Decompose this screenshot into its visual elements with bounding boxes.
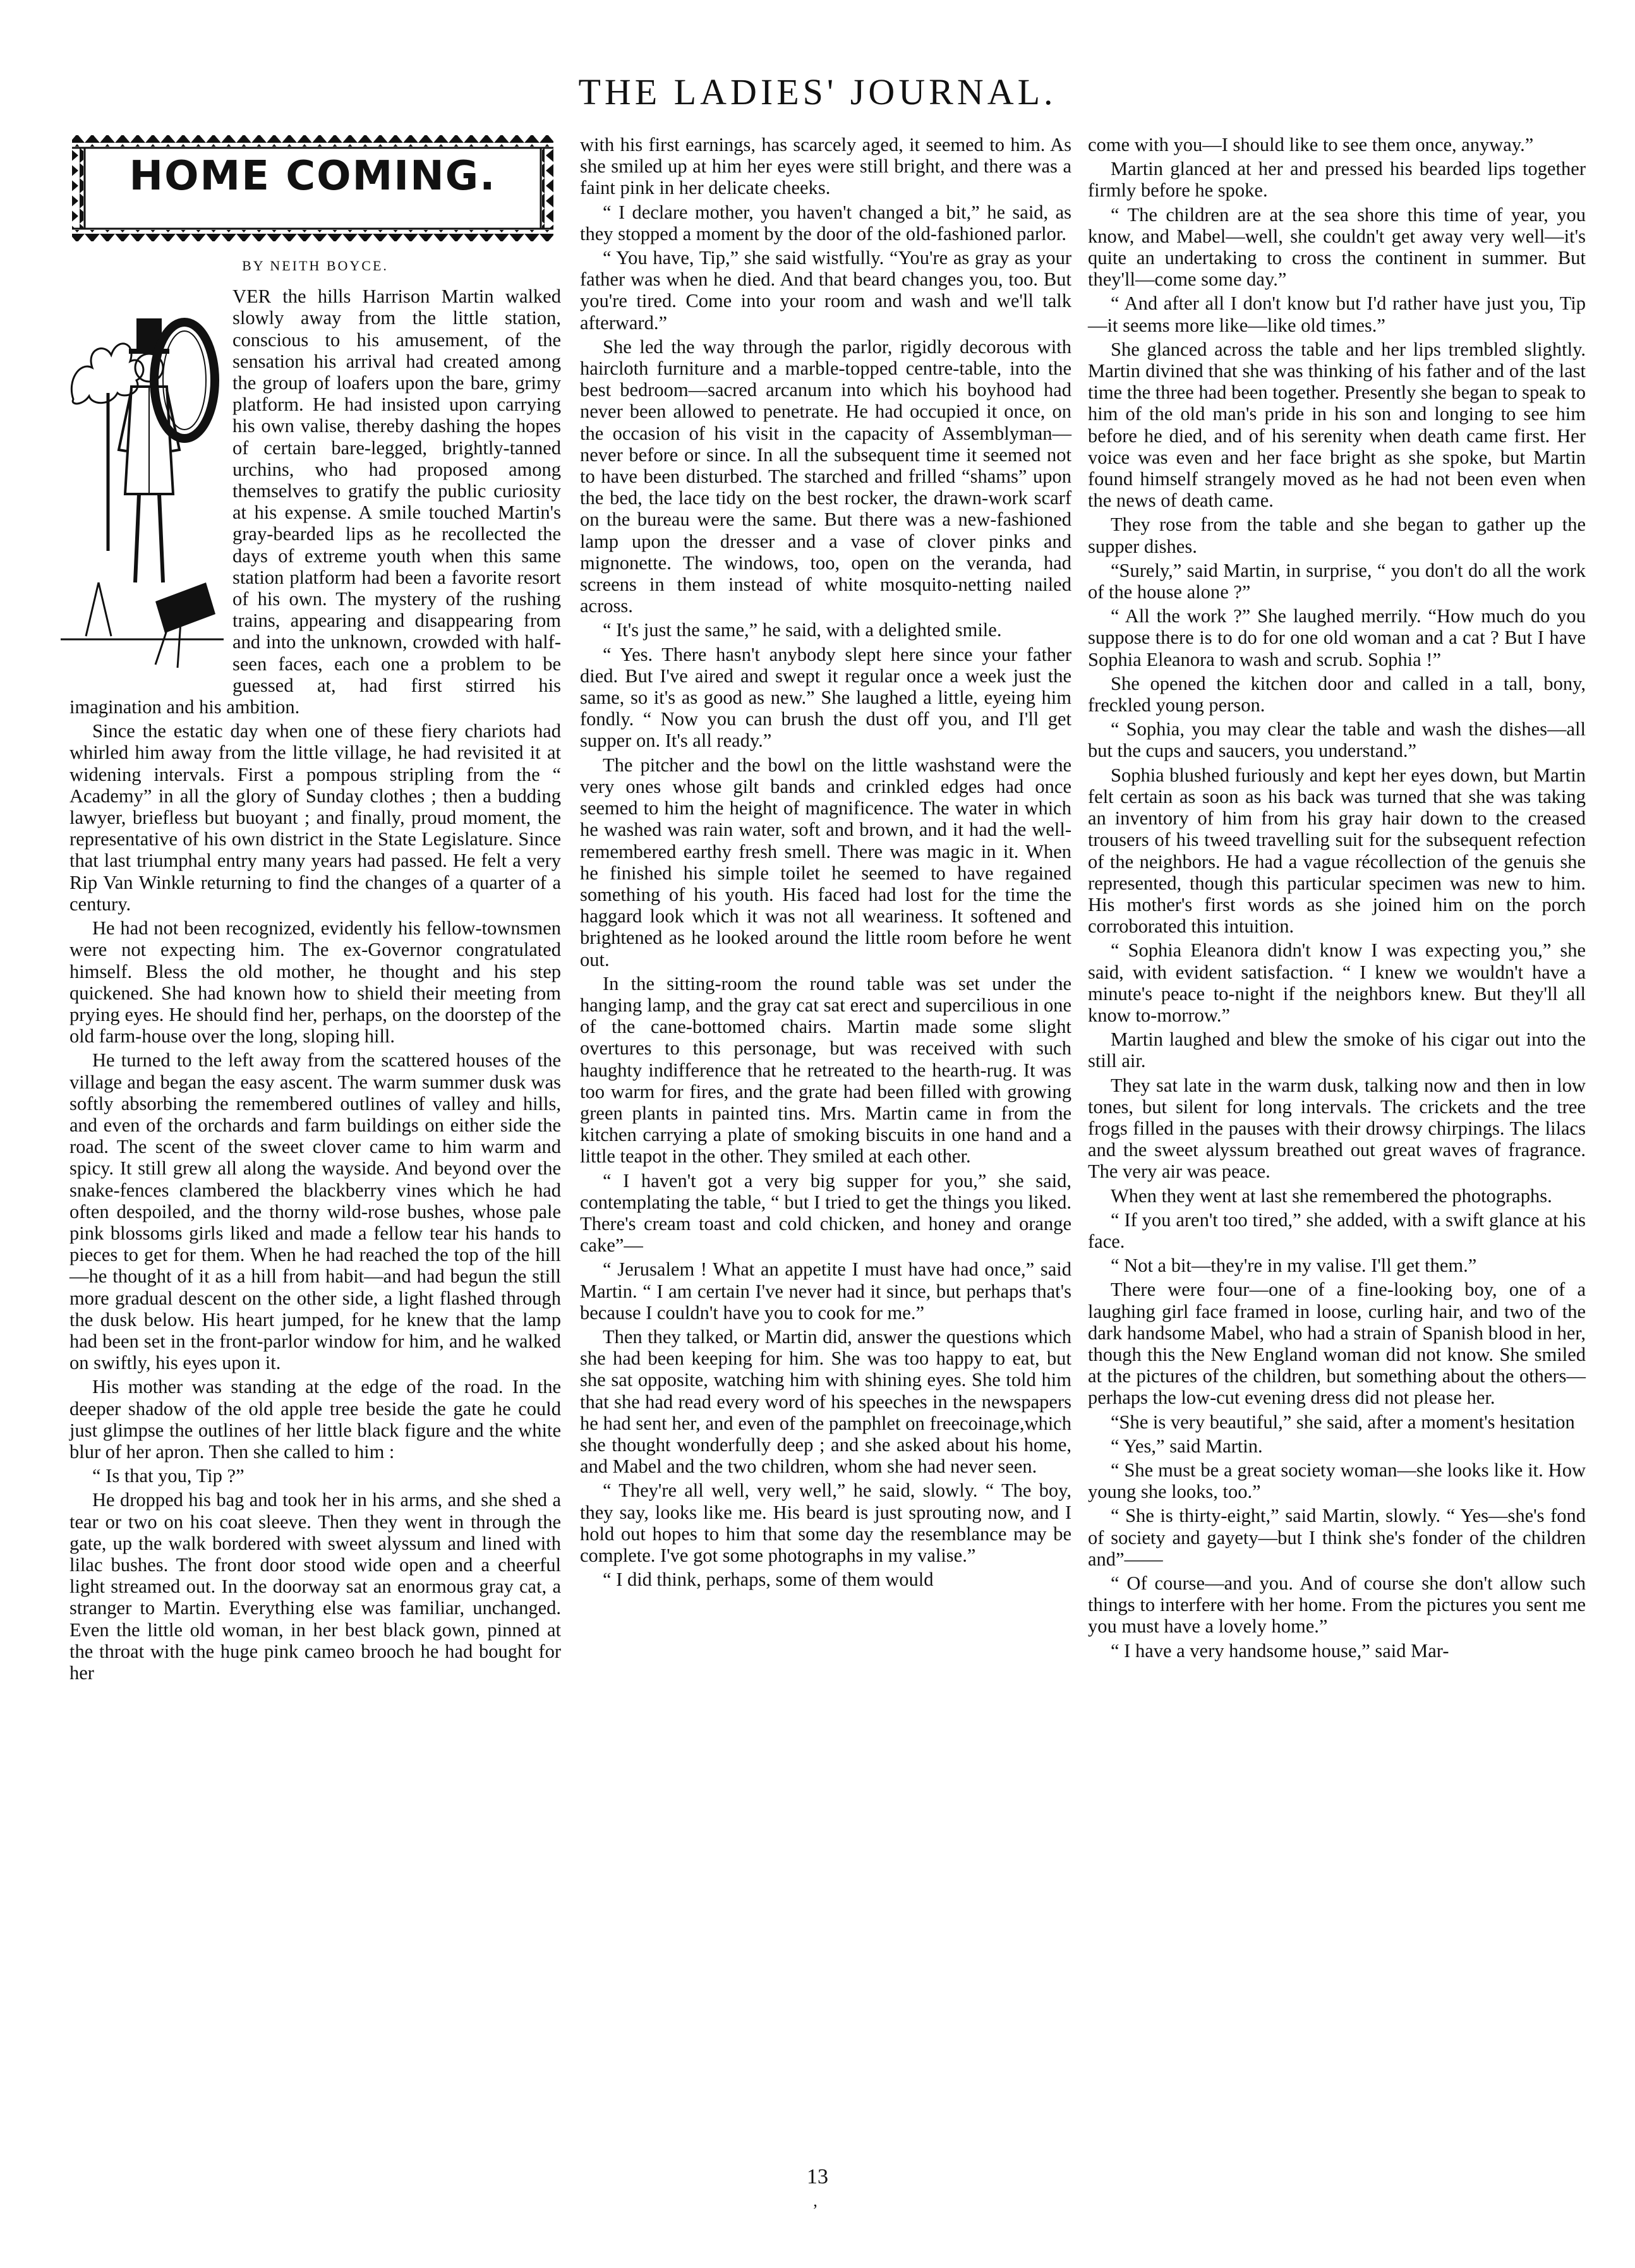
paragraph: “ She must be a great society woman—she looks like it. How young she looks, too.”: [1088, 1459, 1586, 1503]
paragraph: “ She is thirty-eight,” said Martin, slowly. “ Yes—she's fond of society and gayety—but I think she's fonder of the children and”——: [1088, 1505, 1586, 1570]
article-column-2: [580, 134, 1071, 1593]
paragraph: He dropped his bag and took her in his arms, and she shed a tear or two on his coat sleeve. Then they went in through the gate, up the walk bordered with sweet alyssum and lined with lilac bushes. The front door stood wide open and a cheerful light streamed out. In the doorway sat an enormous gray cat, a stranger to Martin. Everything else was familiar, unchanged. Even the little old woman, in her best black gown, pinned at the throat with the huge pink cameo brooch he had bought for her: [69, 1489, 561, 1684]
paragraph: with his first earnings, has scarcely aged, it seemed to him. As she smiled up at him her eyes were still bright, and there was a faint pink in her delicate cheeks.: [580, 134, 1071, 199]
paragraph: Then they talked, or Martin did, answer the questions which she had been keeping for him. She was too happy to eat, but she sat opposite, watching him with shining eyes. She told him that she had read every word of his speeches in the newspapers he had sent her, and even of the pamphlet on freecoinage,which she thought wonderfully deep ; and she asked about his home, and Mabel and the two children, whom she had never seen.: [580, 1325, 1071, 1478]
paragraph: Martin glanced at her and pressed his bearded lips together firmly before he spoke.: [1088, 158, 1586, 202]
paragraph: “ I declare mother, you haven't changed a bit,” he said, as they stopped a moment by the door of the old-fashioned parlor.: [580, 201, 1071, 244]
paragraph: VER the hills Harrison Martin walked slowly away from the little station, conscious to his amusement, of the sensation his arrival had created among the group of loafers upon the bare, grimy platform. He had insisted upon carrying his own valise, thereby dashing the hopes of certain bare-legged, brightly-tanned urchins, who had proposed among themselves to gratify the public curiosity at his expense. A smile touched Martin's gray-bearded lips as he recollected the days of extreme youth when this same station platform had been a favorite resort of his own. The mystery of the rushing trains, appearing and disappearing from and into the unknown, crowded with half-seen faces, each one a problem to be guessed at, had first stirred his imagination and his ambition.: [69, 286, 561, 718]
paragraph: There were four—one of a fine-looking boy, one of a laughing girl face framed in loose, curling hair, and two of the dark handsome Mabel, who had a strain of Spanish blood in her, though this the New England woman did not know. She smiled at the pictures of the children, but something about the others—perhaps the low-cut evening dress did not please her.: [1088, 1279, 1586, 1409]
paragraph: They rose from the table and she began to gather up the supper dishes.: [1088, 514, 1586, 557]
paragraph: “ I did think, perhaps, some of them would: [603, 1569, 934, 1591]
paragraph: “ I have a very handsome house,” said Mar-: [1111, 1639, 1449, 1662]
paragraph: “ Sophia Eleanora didn't know I was expecting you,” she said, with evident satisfaction. “ I knew we wouldn't have a minute's peace to-night if the neighbors knew. But they'll all know to-morrow.”: [1088, 939, 1586, 1026]
article-title: HOME COMING.: [129, 153, 497, 200]
paragraph: Martin laughed and blew the smoke of his cigar out into the still air.: [1088, 1028, 1586, 1072]
paragraph: “ You have, Tip,” she said wistfully. “You're as gray as your father was when he died. And that beard changes you, too. But you're tired. Come into your room and wash and we'll talk afterward.”: [580, 247, 1071, 334]
paragraph: “ Of course—and you. And of course she don't allow such things to interfere with her home. From the pictures you sent me you must have a lovely home.”: [1088, 1572, 1586, 1638]
paragraph: “ The children are at the sea shore this time of year, you know, and Mabel—well, she couldn't get away very well—it's quite an undertaking to cross the continent in summer. But they'll—come some day.”: [1088, 203, 1586, 291]
printer-mark: ʼ: [812, 2201, 818, 2219]
paragraph: “ And after all I don't know but I'd rather have just you, Tip—it seems more like—like old times.”: [1088, 293, 1586, 336]
article-column-3: [1088, 134, 1586, 1664]
paragraph: She glanced across the table and her lips trembled slightly. Martin divined that she was thinking of his father and of the last time the three had been together. Presently she began to speak to him of the old man's pride in his son and longing to see him before he died, and of his serenity when death came first. Her voice was even and her face bright as she spoke, but Martin found himself strangely moved as he had not been even when the news of death came.: [1088, 338, 1586, 512]
paragraph: When they went at last she remembered the photographs.: [1111, 1185, 1552, 1207]
drop-cap-illustration: [61, 286, 224, 682]
paragraph: “ It's just the same,” he said, with a delighted smile.: [603, 619, 1002, 641]
paragraph: “ If you aren't too tired,” she added, with a swift glance at his face.: [1088, 1209, 1586, 1252]
paragraph: “ They're all well, very well,” he said, slowly. “ The boy, they say, looks like me. His beard is just sprouting now, and I hold out hopes to him that some day the resemblance may be complete. I've got some photographs in my valise.”: [580, 1480, 1071, 1566]
paragraph: “ Is that you, Tip ?”: [92, 1465, 244, 1487]
paragraph: “ Jerusalem ! What an appetite I must have had once,” said Martin. “ I am certain I've never had it since, but perhaps that's because I couldn't have you to cook for me.”: [580, 1258, 1071, 1324]
article-column-1: [69, 133, 561, 1686]
paragraph: Since the estatic day when one of these fiery chariots had whirled him away from the little village, he had revisited it at widening intervals. First a pompous stripling from the “ Academy” in all the glory of Sunday clothes ; then a budding lawyer, briefless but buoyant ; and finally, proud moment, the representative of his own district in the State Legislature. Since that last triumphal entry many years had passed. He felt a very Rip Van Winkle returning to find the changes of a quarter of a century.: [69, 720, 561, 915]
paragraph: In the sitting-room the round table was set under the hanging lamp, and the gray cat sat erect and supercilious in one of the cane-bottomed chairs. Martin made some slight overtures to this personage, but was received with such haughty indifference that he retreated to the hearth-rug. It was too warm for fires, and the grate had been filled with growing green plants in painted tins. Mrs. Martin came in from the kitchen carrying a plate of smoking biscuits in one hand and a little teapot in the other. They smiled at each other.: [580, 972, 1071, 1167]
paragraph: “ All the work ?” She laughed merrily. “How much do you suppose there is to do for one old woman and a cat ? But I have Sophia Eleanora to wash and scrub. Sophia !”: [1088, 605, 1586, 670]
page-number: 13: [807, 2165, 828, 2188]
paragraph: “ I haven't got a very big supper for you,” she said, contemplating the table, “ but I tried to get the things you liked. There's cream toast and cold chicken, and honey and orange cake”—: [580, 1169, 1071, 1257]
paragraph: He turned to the left away from the scattered houses of the village and began the easy ascent. The warm summer dusk was softly absorbing the remembered outlines of valley and hills, and even of the orchards and farm buildings on either side the road. The scent of the sweet clover came to him warm and spicy. It still grew all along the wayside. And beyond over the snake-fences clambered the blackberry vines which he had often despoiled, and the thorny wild-rose bushes, whose pale pink blossoms girls liked and made a fellow tear his hands to pieces to get for them. When he had reached the top of the hill—he thought of it as a hill from habit—and had begun the still more gradual descent on the other side, a light flashed through the dusk below. His heart jumped, for he knew that the lamp had been set in the front-parlor window for him, and he walked on swiftly, his eyes upon it.: [69, 1049, 561, 1374]
article-byline: BY NEITH BOYCE.: [242, 258, 389, 274]
man-with-top-hat-illustration: [61, 286, 224, 682]
paragraph: “ Sophia, you may clear the table and wash the dishes—all but the cups and saucers, you understand.”: [1088, 718, 1586, 762]
paragraph: Sophia blushed furiously and kept her eyes down, but Martin felt certain as soon as his back was turned that she was taking an inventory of him from his gray hair down to the creased trousers of his tweed travelling suit for the subsequent refection of the neighbors. He had a vague récollection of the genuis she represented, though this particular specimen was new to him. His mother's first words as she joined him on the porch corroborated this intuition.: [1088, 764, 1586, 938]
paragraph: come with you—I should like to see them once, anyway.”: [1088, 134, 1534, 155]
paragraph: His mother was standing at the edge of the road. In the deeper shadow of the old apple tree beside the gate he could just glimpse the outlines of her little black figure and the white blur of her apron. Then she called to him :: [69, 1376, 561, 1463]
paragraph: She opened the kitchen door and called in a tall, bony, freckled young person.: [1088, 672, 1586, 716]
paragraph: They sat late in the warm dusk, talking now and then in low tones, but silent for long intervals. The crickets and the tree frogs filled in the pauses with their drowsy chirpings. The lilacs and the sweet alyssum breathed out great waves of fragrance. The very air was peace.: [1088, 1074, 1586, 1183]
paragraph: He had not been recognized, evidently his fellow-townsmen were not expecting him. The ex-Governor congratulated himself. Bless the old mother, he thought and his step quickened. She had known how to shield their meeting from prying eyes. He should find her, perhaps, on the doorstep of the old farm-house over the long, sloping hill.: [69, 917, 561, 1047]
paragraph: “ Yes,” said Martin.: [1111, 1435, 1263, 1457]
journal-masthead: THE LADIES' JOURNAL.: [578, 71, 1057, 112]
paragraph: “She is very beautiful,” she said, after a moment's hesitation: [1111, 1411, 1575, 1433]
paragraph: “ Not a bit—they're in my valise. I'll get them.”: [1111, 1255, 1477, 1277]
paragraph: The pitcher and the bowl on the little washstand were the very ones whose gilt bands and crinkled edges had once seemed to him the height of magnificence. The water in which he washed was rain water, soft and brown, and it had the well-remembered earthy fresh smell. There was magic in it. When he finished his simple toilet he seemed to have regained something of his youth. His faced had lost for the time the haggard look which it was not all weariness. It softened and brightened as he looked around the little room before he went out.: [580, 754, 1071, 970]
article-title-box: [69, 133, 556, 244]
paragraph: “Surely,” said Martin, in surprise, “ you don't do all the work of the house alone ?”: [1088, 559, 1586, 603]
paragraph: She led the way through the parlor, rigidly decorous with haircloth furniture and a marble-topped centre-table, into the best bedroom—sacred arcanum into which his boyhood had never been allowed to penetrate. He had occupied it once, on the occasion of his visit in the capacity of Assemblyman—never before or since. In all the subsequent time it seemed not to have been disturbed. The starched and frilled “shams” upon the bed, the lace tidy on the best rocker, the drawn-work scarf on the bureau were the same. But there was a new-fashioned lamp upon the dresser and a vase of clover pinks and mignonette. The windows, too, open on the veranda, had screens in them instead of white mosquito-netting nailed across.: [580, 335, 1071, 617]
paragraph: “ Yes. There hasn't anybody slept here since your father died. But I've aired and swept it regular once a week just the same, so it's as good as new.” She laughed a little, eyeing him fondly. “ Now you can brush the dust off you, and I'll get supper on. It's all ready.”: [580, 643, 1071, 752]
